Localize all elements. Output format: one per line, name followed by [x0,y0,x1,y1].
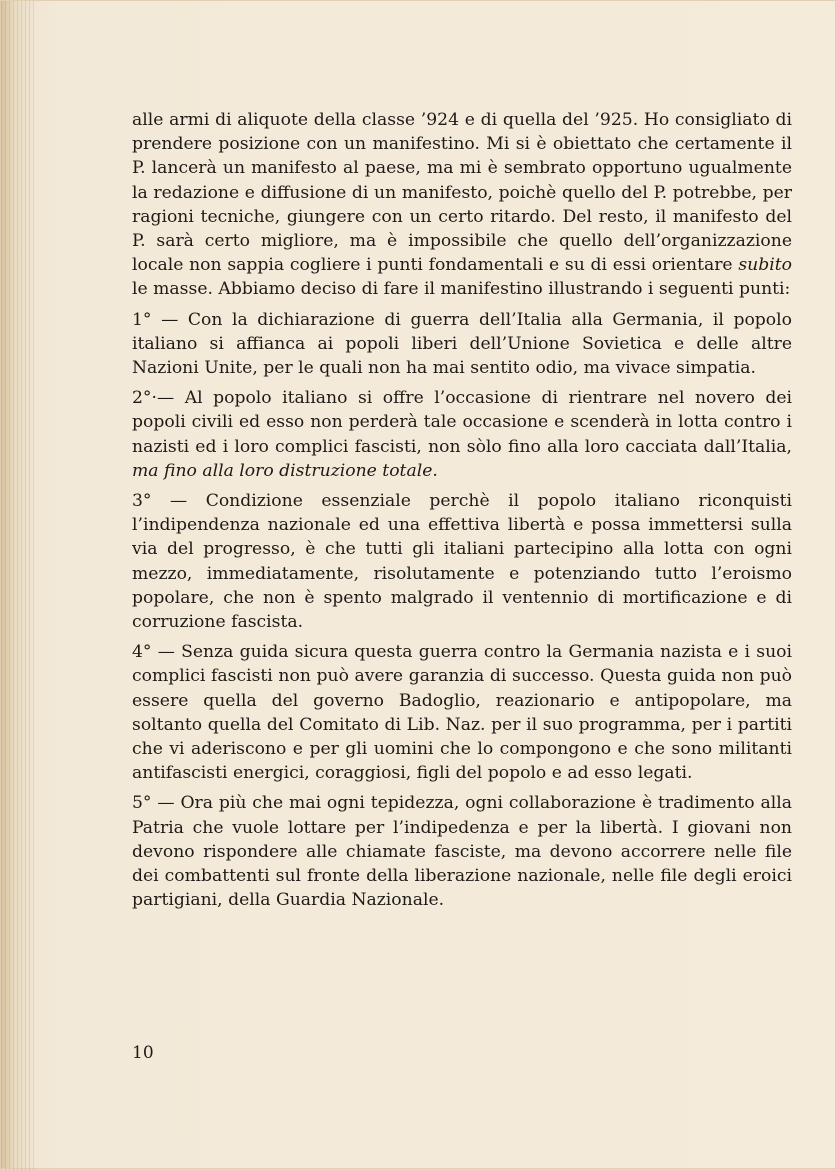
point-text-after: . [432,460,438,481]
point-text: Ora più che mai ogni tepidezza, ogni collaborazione è tradimento alla Patria che vuole lottare per l’indipedenza e per la libertà. I giovani non devono rispondere alle chiamate fasciste, ma devono accorrere nelle file dei combattenti sul fronte della liberazione nazionale, nelle file degli eroici partigiani, della Guardia Nazionale. [132,793,792,911]
point-number: 4° — [132,642,182,663]
point-paragraph-1 [132,308,792,381]
point-number: 5° — [132,793,181,814]
point-text: Condizione essenziale perchè il popolo italiano riconquisti l’indipendenza nazionale ed una effettiva libertà e possa immettersi sulla via del progresso, è che tutti gli italiani partecipino alla lotta con ogni mezzo, immediatamente, risolutamente e potenziando tutto l’eroismo popolare, che non è spento malgrado il ventennio di mortificazione e di corruzione fascista. [132,491,792,633]
point-number: 2°·— [132,388,185,409]
point-paragraph-5 [132,791,792,912]
point-number: 1° — [132,309,188,330]
point-text: Senza guida sicura questa guerra contro la Germania nazista e i suoi complici fascisti non può avere garanzia di successo. Questa guida non può essere quella del governo Badoglio, reazionario e antipopolare, ma soltanto quella del Comitato di Lib. Naz. per il suo programma, per i partiti che vi aderiscono e per gli uomini che lo compongono e che sono militanti antifascisti energici, coraggiosi, figli del popolo e ad esso legati. [132,642,792,784]
intro-emphasis: subito [738,255,792,276]
intro-paragraph [132,108,792,302]
point-text: Al popolo italiano si offre l’occasione di rientrare nel novero dei popoli civili ed esso non perderà tale occasione e scenderà in lotta contro i nazisti ed i loro complici fascisti, non sòlo fino alla loro cacciata dall’Italia, [132,388,792,457]
page-spine-edge [1,1,35,1170]
point-paragraph-4 [132,640,792,785]
point-number: 3° — [132,491,206,512]
page-number: 10 [132,1043,154,1063]
point-paragraph-2 [132,386,792,483]
intro-text-after: le masse. Abbiamo deciso di fare il manifestino illustrando i seguenti punti: [132,279,791,300]
body-text [132,108,792,919]
point-emphasis: ma fino alla loro distruzione totale [132,460,433,481]
point-text: Con la dichiarazione di guerra dell’Italia alla Germania, il popolo italiano si affianca ai popoli liberi dell’Unione Sovietica e delle altre Nazioni Unite, per le quali non ha mai sentito odio, ma vivace simpatia. [132,309,792,379]
intro-text: alle armi di aliquote della classe ’924 e di quella del ’925. Ho consigliato di prendere posizione con un manifestino. Mi si è obiettato che certamente il P. lancerà un manifesto al paese, ma mi è sembrato opportuno ugualmente la redazione e diffusione di un manifesto, poichè quello del P. potrebbe, per ragioni tecniche, giungere con un certo ritardo. Del resto, il manifesto del P. sarà certo migliore, ma è impossibile che quello dell’organizzazione locale non sappia cogliere i punti fondamentali e su di essi orientare [132,110,792,276]
point-paragraph-3 [132,489,792,634]
